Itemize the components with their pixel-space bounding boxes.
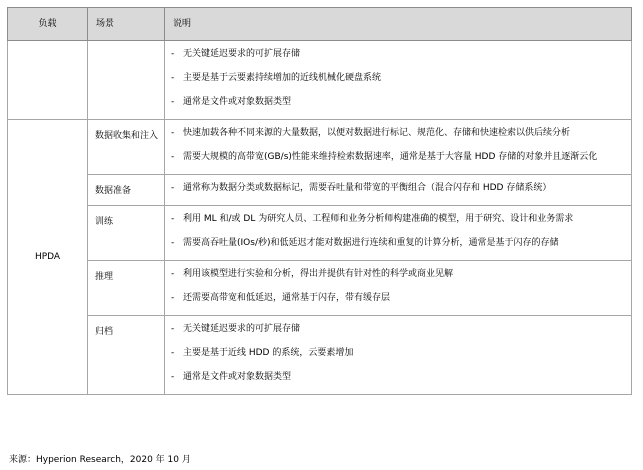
header-description: 说明 [165, 8, 632, 41]
bullet-text: 主要是基于云要素持续增加的近线机械化硬盘系统 [183, 73, 382, 83]
bullet-item [171, 285, 625, 309]
table-row [8, 175, 632, 206]
bullet-text: 利用 ML 和/或 DL 为研究人员、工程师和业务分析师构建准确的模型，用于研究、设计和业务需求 [183, 214, 574, 224]
table-row [8, 41, 632, 120]
bullet-item [171, 41, 625, 65]
bullet-item [171, 230, 625, 254]
table-row [8, 206, 632, 261]
bullet-item [171, 175, 625, 199]
bullet-text: 通常是文件或对象数据类型 [183, 97, 292, 107]
document-page [7, 7, 631, 395]
description-cell [165, 41, 632, 120]
bullet-text: 无关键延迟要求的可扩展存储 [183, 49, 301, 59]
source-note: 来源：Hyperion Research，2020 年 10 月 [9, 455, 191, 465]
workload-cell [8, 41, 88, 120]
bullet-item [171, 364, 625, 388]
description-cell [165, 261, 632, 316]
bullet-text: 通常是文件或对象数据类型 [183, 372, 292, 382]
bullet-text: 快速加载各种不同来源的大量数据，以便对数据进行标记、规范化、存储和快速检索以供后续分析 [183, 128, 571, 138]
bullet-mark: - [171, 152, 175, 162]
scenario-cell: 归档 [88, 316, 165, 395]
description-cell [165, 206, 632, 261]
bullet-item [171, 316, 625, 340]
bullet-mark: - [171, 372, 175, 382]
table-body [8, 41, 632, 395]
bullet-mark: - [171, 214, 175, 224]
bullet-item [171, 144, 625, 168]
bullet-mark: - [171, 293, 175, 303]
workload-cell: HPDA [8, 120, 88, 395]
scenario-cell: 数据收集和注入 [88, 120, 165, 175]
table-row [8, 120, 632, 175]
bullet-item [171, 65, 625, 89]
description-cell [165, 316, 632, 395]
bullet-mark: - [171, 324, 175, 334]
scenario-cell: 训练 [88, 206, 165, 261]
bullet-text: 主要是基于近线 HDD 的系统，云要素增加 [183, 348, 354, 358]
table-row [8, 261, 632, 316]
table-header [8, 8, 632, 41]
bullet-item [171, 206, 625, 230]
bullet-mark: - [171, 238, 175, 248]
bullet-item [171, 261, 625, 285]
table-row [8, 316, 632, 395]
bullet-text: 通常称为数据分类或数据标记，需要吞吐量和带宽的平衡组合（混合闪存和 HDD 存储系统） [183, 183, 552, 193]
bullet-item [171, 120, 625, 144]
header-row [8, 8, 632, 41]
bullet-mark: - [171, 97, 175, 107]
bullet-text: 需要大规模的高带宽(GB/s)性能来维持检索数据速率，通常是基于大容量 HDD 存储的对象并且逐渐云化 [183, 152, 598, 162]
header-workload: 负载 [8, 8, 88, 41]
scenario-cell: 推理 [88, 261, 165, 316]
description-cell [165, 175, 632, 206]
bullet-mark: - [171, 49, 175, 59]
bullet-text: 需要高吞吐量(IOs/秒)和低延迟才能对数据进行连续和重复的计算分析，通常是基于闪存的存储 [183, 238, 559, 248]
header-scenario: 场景 [88, 8, 165, 41]
scenario-cell: 数据准备 [88, 175, 165, 206]
bullet-item [171, 340, 625, 364]
bullet-text: 还需要高带宽和低延迟，通常基于闪存，带有缓存层 [183, 293, 391, 303]
bullet-text: 利用该模型进行实验和分析，得出并提供有针对性的科学或商业见解 [183, 269, 454, 279]
bullet-mark: - [171, 269, 175, 279]
bullet-mark: - [171, 183, 175, 193]
bullet-mark: - [171, 73, 175, 83]
workload-table [7, 7, 632, 395]
bullet-text: 无关键延迟要求的可扩展存储 [183, 324, 301, 334]
bullet-mark: - [171, 348, 175, 358]
scenario-cell [88, 41, 165, 120]
bullet-mark: - [171, 128, 175, 138]
bullet-item [171, 89, 625, 113]
description-cell [165, 120, 632, 175]
